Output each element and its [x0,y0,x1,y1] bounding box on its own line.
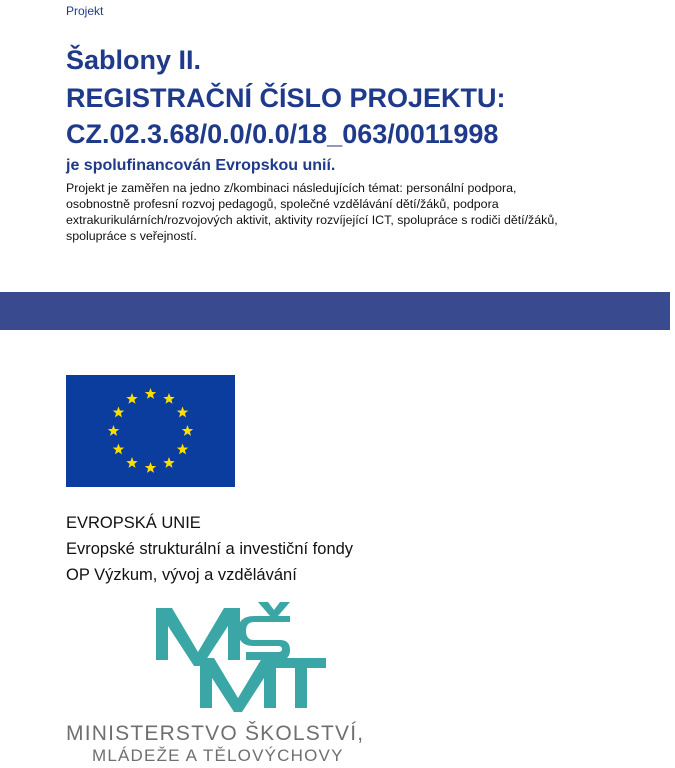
registration-label: REGISTRAČNÍ ČÍSLO PROJEKTU: [66,83,506,113]
kicker-label: Projekt [66,4,104,18]
ministry-line-2: MLÁDEŽE A TĚLOVÝCHOVY [92,746,344,765]
project-title: Šablony II. [66,45,202,75]
project-description: Projekt je zaměřen na jedno z/kombinaci následujících témat: personální podpora, osobnostně profesní rozvoj pedagogů, společné vzdělávání dětí/žáků, podpora extrakurikulárních/rozvojových aktivit, aktivity rozvíjející ICT, spolupráce s rodiči dětí/žáků, spolupráce s veřejností. [66,181,558,243]
ministry-line-1: MINISTERSTVO ŠKOLSTVÍ, [66,722,365,745]
eu-flag-icon [66,375,235,487]
msmt-logo-icon [150,600,330,712]
cofinance-statement: je spolufinancován Evropskou unií. [66,157,336,174]
registration-number: CZ.02.3.68/0.0/0.0/18_063/0011998 [66,119,499,149]
eu-logo-line-2: Evropské strukturální a investiční fondy [66,540,354,558]
eu-logo-line-1: EVROPSKÁ UNIE [66,514,201,532]
divider-band [0,292,670,330]
eu-logo-line-3: OP Výzkum, vývoj a vzdělávání [66,566,297,584]
